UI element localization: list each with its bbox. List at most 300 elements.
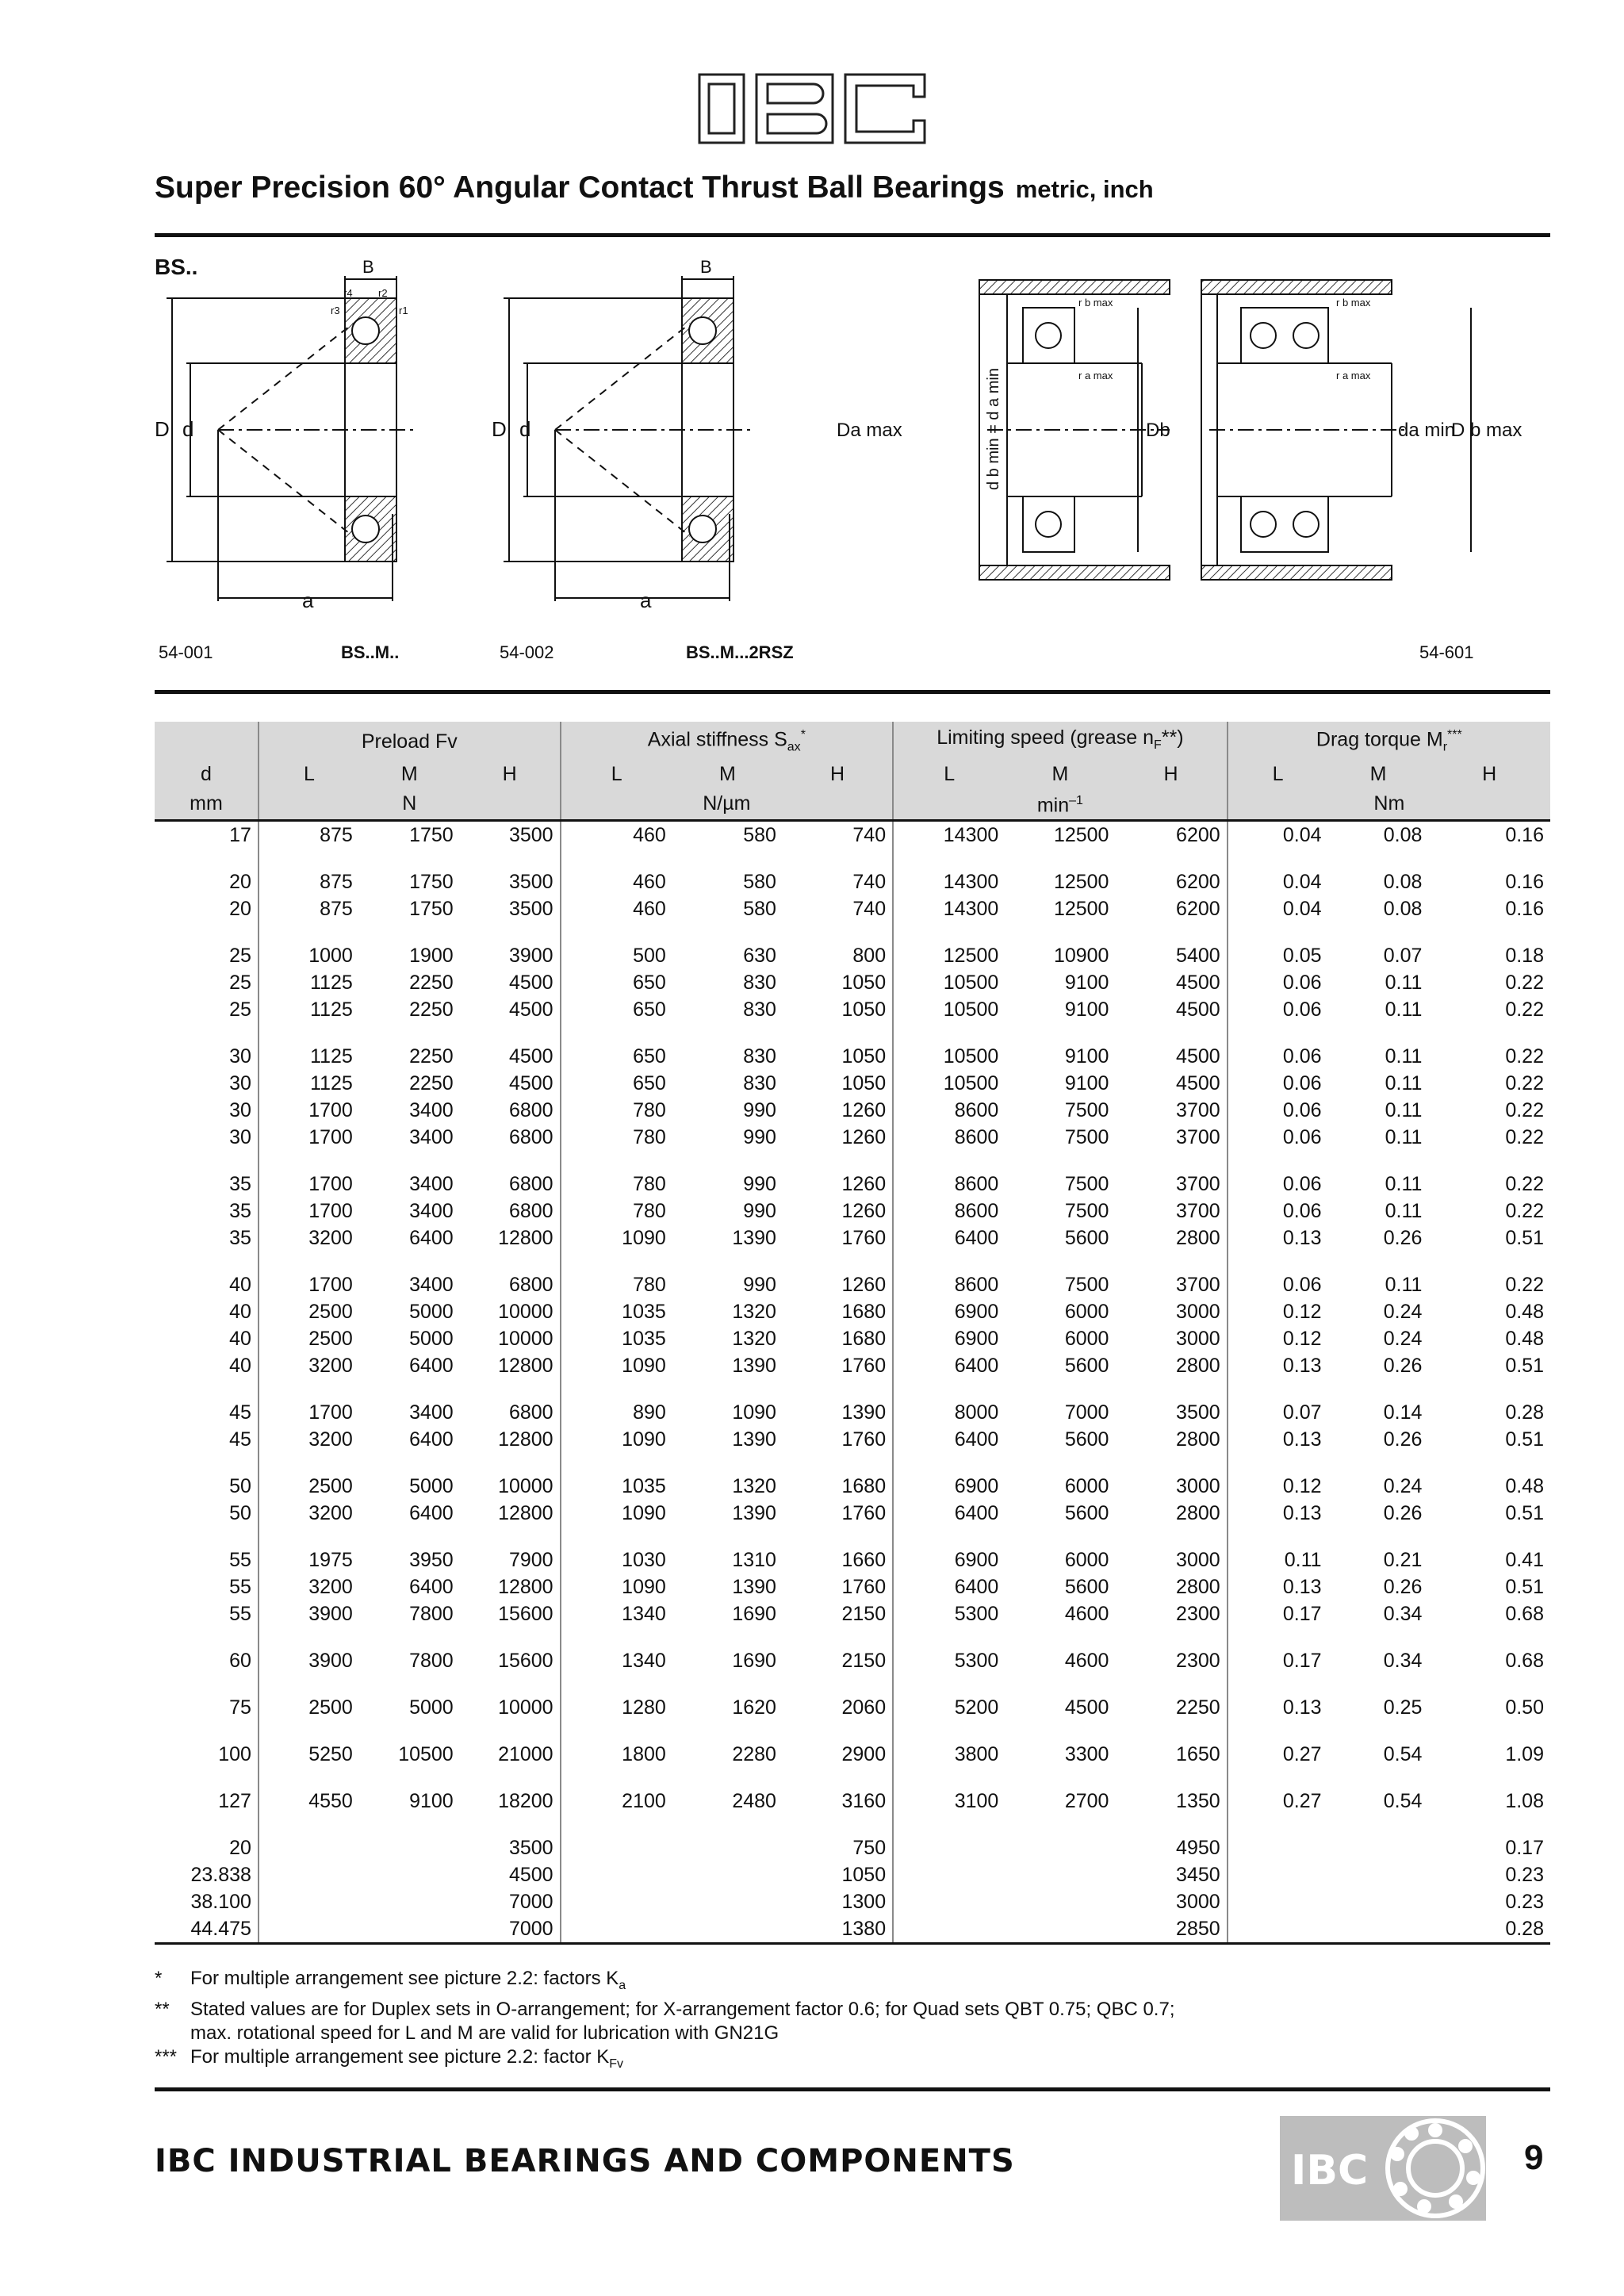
table-cell: 0.51: [1505, 1226, 1544, 1249]
table-cell: 1390: [732, 1575, 776, 1598]
table-cell: 1760: [783, 1500, 893, 1527]
table-cell: 4950: [1115, 1815, 1227, 1861]
table-cell: 2500: [308, 1696, 353, 1719]
table-cell: 3400: [409, 1172, 454, 1195]
header-M: M: [1328, 761, 1429, 788]
table-cell: 4500: [460, 1861, 561, 1888]
footnote-line-text: Stated values are for Duplex sets in O-arrangement; for X-arrangement factor 0.6; for Quad sets QBT 0.75; QBC 0.7;: [190, 1998, 1175, 2020]
table-cell: 7500: [1064, 1125, 1109, 1148]
table-cell: 8600: [954, 1125, 999, 1148]
table-cell: 0.13: [1282, 1575, 1322, 1598]
table-cell: 750: [783, 1815, 893, 1861]
table-cell: 30: [155, 1097, 259, 1124]
table-cell: 0.48: [1505, 1327, 1544, 1350]
footnote-mark: ***: [155, 2045, 178, 2068]
table-cell: 2500: [308, 1327, 353, 1350]
footnote-text: [190, 2045, 623, 2076]
table-cell: 0.12: [1282, 1474, 1322, 1497]
table-cell: 1125: [310, 998, 353, 1021]
table-cell: 12500: [943, 944, 999, 967]
table-cell: 580: [743, 897, 776, 920]
figure-name-1: BS..M..: [341, 642, 400, 662]
table-cell: 1050: [783, 1861, 893, 1888]
table-cell: 1090: [732, 1401, 776, 1424]
table-cell: 0.28: [1428, 1915, 1550, 1944]
table-cell: 55: [155, 1527, 259, 1573]
table-cell: 6200: [1115, 849, 1227, 895]
table-cell: 1090: [622, 1428, 666, 1451]
label-B-1: B: [362, 257, 374, 277]
table-cell: 1680: [783, 1298, 893, 1325]
table-body: [155, 820, 1550, 1943]
title-main: Super Precision 60° Angular Contact Thrust Ball Bearings: [155, 171, 1005, 205]
table-cell: 2800: [1115, 1225, 1227, 1251]
footnote-line: [190, 1998, 1174, 2022]
table-cell: 0.27: [1282, 1789, 1322, 1812]
table-cell: 9100: [1064, 971, 1109, 994]
table-cell: 740: [783, 849, 893, 895]
table-cell: 4500: [1115, 1023, 1227, 1070]
drawing-bs-m: [167, 276, 416, 601]
table-cell: 7500: [1064, 1199, 1109, 1222]
table-cell: 1660: [783, 1527, 893, 1573]
table-cell: 1320: [732, 1327, 776, 1350]
footnote-line-text: For multiple arrangement see picture 2.2: factors K: [190, 1968, 619, 1989]
table-cell: 1030: [622, 1548, 666, 1571]
table-cell: 2100: [622, 1789, 666, 1812]
table-cell: 5000: [409, 1327, 454, 1350]
table-cell: 12800: [460, 1426, 561, 1453]
table-cell: 580: [743, 823, 776, 846]
table-cell: 1975: [308, 1548, 353, 1571]
table-cell: 14300: [943, 897, 999, 920]
top-rule: [155, 233, 1550, 237]
table-cell: 3100: [954, 1789, 999, 1812]
footnotes: [155, 1967, 1550, 2076]
header-stiffness: Axial stiffness $S_{ax}^*$: [561, 722, 894, 761]
table-cell: 990: [743, 1172, 776, 1195]
table-cell: [1228, 1861, 1328, 1888]
table-cell: 1280: [622, 1696, 666, 1719]
table-cell: 2800: [1115, 1500, 1227, 1527]
table-row: [155, 922, 1550, 969]
table-cell: 0.24: [1383, 1327, 1423, 1350]
table-cell: 0.06: [1282, 1045, 1322, 1068]
table-cell: 1090: [622, 1226, 666, 1249]
table-cell: [259, 1888, 359, 1915]
table-cell: 3700: [1115, 1124, 1227, 1151]
table-cell: 0.17: [1282, 1649, 1322, 1672]
table-cell: [359, 1861, 460, 1888]
table-cell: 25: [155, 969, 259, 996]
table-cell: 0.22: [1505, 1172, 1544, 1195]
table-cell: 4500: [460, 969, 561, 996]
table-cell: 0.11: [1385, 1098, 1423, 1121]
table-row: [155, 1627, 1550, 1674]
table-cell: 0.08: [1383, 870, 1423, 893]
table-cell: 15600: [460, 1627, 561, 1674]
table-cell: 1260: [783, 1151, 893, 1198]
table-cell: 0.17: [1505, 1836, 1544, 1859]
table-cell: [1005, 1915, 1115, 1944]
table-cell: 1760: [783, 1426, 893, 1453]
table-cell: 3200: [308, 1354, 353, 1377]
table-cell: 4600: [1064, 1602, 1109, 1625]
table-cell: 0.68: [1505, 1602, 1544, 1625]
table-cell: 780: [633, 1172, 666, 1195]
table-cell: 0.54: [1383, 1789, 1423, 1812]
table-cell: 1260: [783, 1198, 893, 1225]
header-H: H: [1428, 761, 1550, 788]
table-cell: 4500: [1115, 996, 1227, 1023]
table-cell: 3900: [460, 922, 561, 969]
table-cell: 10500: [398, 1742, 454, 1765]
table-cell: 0.11: [1385, 1273, 1423, 1296]
table-cell: 0.23: [1505, 1890, 1544, 1913]
table-cell: 4500: [460, 996, 561, 1023]
header-speed: Limiting speed (grease $n_F**$): [893, 722, 1228, 761]
table-cell: 3500: [460, 895, 561, 922]
table-cell: 6900: [954, 1548, 999, 1571]
table-cell: [561, 1861, 672, 1888]
table-cell: 2250: [409, 1071, 454, 1094]
table-cell: [259, 1815, 359, 1861]
table-cell: 100: [155, 1721, 259, 1768]
table-row: [155, 1352, 1550, 1379]
table-cell: 7500: [1064, 1273, 1109, 1296]
table-cell: 2250: [409, 998, 454, 1021]
table-cell: 21000: [460, 1721, 561, 1768]
table-cell: 9100: [1064, 1071, 1109, 1094]
table-cell: 127: [155, 1768, 259, 1815]
table-cell: 6400: [409, 1226, 454, 1249]
table-cell: 6400: [954, 1428, 999, 1451]
table-cell: 3400: [409, 1125, 454, 1148]
table-cell: 1700: [308, 1401, 353, 1424]
table-cell: 875: [320, 870, 353, 893]
label-a-2: a: [640, 588, 652, 612]
table-cell: 0.08: [1383, 823, 1423, 846]
table-cell: [893, 1915, 1005, 1944]
header-M: M: [672, 761, 783, 788]
label-rb-max-2: r b max: [1336, 297, 1371, 309]
table-cell: 2480: [732, 1789, 776, 1812]
table-row: [155, 1573, 1550, 1600]
table-cell: 650: [633, 1071, 666, 1094]
table-cell: 1125: [310, 1045, 353, 1068]
figure-code-1: 54-001: [159, 642, 213, 662]
table-cell: 0.06: [1282, 971, 1322, 994]
table-cell: [1328, 1915, 1429, 1944]
table-cell: 0.11: [1385, 1125, 1423, 1148]
table-cell: 0.51: [1505, 1575, 1544, 1598]
table-cell: 40: [155, 1251, 259, 1298]
table-cell: 4500: [1115, 969, 1227, 996]
label-r1-1: r1: [399, 305, 408, 316]
table-cell: 0.41: [1505, 1548, 1544, 1571]
table-cell: 1750: [409, 823, 454, 846]
table-cell: 20: [155, 849, 259, 895]
table-cell: 6800: [460, 1124, 561, 1151]
table-cell: [1005, 1888, 1115, 1915]
table-cell: 6000: [1064, 1474, 1109, 1497]
bottom-rule: [155, 2087, 1550, 2091]
header-d: d: [155, 761, 259, 788]
table-cell: 12500: [1053, 823, 1109, 846]
header-H: H: [1115, 761, 1227, 788]
footnote: [155, 1967, 1550, 1998]
table-cell: 1760: [783, 1573, 893, 1600]
table-cell: 23.838: [155, 1861, 259, 1888]
table-row: [155, 849, 1550, 895]
table-cell: 0.13: [1282, 1696, 1322, 1719]
table-cell: 1310: [732, 1548, 776, 1571]
table-cell: 0.11: [1385, 1199, 1423, 1222]
table-cell: 10900: [1053, 944, 1109, 967]
table-cell: [561, 1815, 672, 1861]
table-cell: 10000: [460, 1453, 561, 1500]
table-cell: 0.51: [1505, 1354, 1544, 1377]
label-r4-1: r4: [343, 287, 353, 299]
table-cell: 5600: [1064, 1428, 1109, 1451]
table-cell: [1005, 1815, 1115, 1861]
table-cell: 0.24: [1383, 1300, 1423, 1323]
table-cell: 0.22: [1505, 1125, 1544, 1148]
table-cell: 2900: [783, 1721, 893, 1768]
table-cell: 6900: [954, 1327, 999, 1350]
table-cell: 40: [155, 1325, 259, 1352]
table-cell: 6800: [460, 1379, 561, 1426]
header-L: L: [1228, 761, 1328, 788]
table-cell: 780: [633, 1273, 666, 1296]
table-cell: 12500: [1053, 897, 1109, 920]
label-db-min: d b min = d a min: [985, 368, 1002, 490]
table-cell: 1700: [308, 1172, 353, 1195]
table-cell: 830: [743, 998, 776, 1021]
table-cell: 0.11: [1385, 998, 1423, 1021]
table-cell: 780: [633, 1125, 666, 1148]
table-cell: 35: [155, 1225, 259, 1251]
footnote-mark: *: [155, 1968, 163, 1989]
table-cell: 12800: [460, 1573, 561, 1600]
table-row: [155, 1298, 1550, 1325]
table-cell: 7000: [460, 1888, 561, 1915]
table-cell: 460: [633, 897, 666, 920]
table-cell: 990: [743, 1098, 776, 1121]
table-cell: [1228, 1815, 1328, 1861]
table-cell: 3000: [1115, 1325, 1227, 1352]
table-cell: 0.06: [1282, 1098, 1322, 1121]
table-row: [155, 1070, 1550, 1097]
table-cell: 650: [633, 1045, 666, 1068]
table-cell: 7800: [409, 1602, 454, 1625]
table-cell: 50: [155, 1453, 259, 1500]
title-suffix: metric, inch: [1015, 175, 1154, 203]
table-cell: [672, 1888, 783, 1915]
table-cell: 25: [155, 996, 259, 1023]
table-cell: 5300: [954, 1602, 999, 1625]
table-cell: 650: [633, 971, 666, 994]
header-row-groups: [155, 722, 1550, 761]
table-cell: 830: [743, 971, 776, 994]
table-cell: [672, 1815, 783, 1861]
table-cell: 0.51: [1505, 1428, 1544, 1451]
table-cell: 1680: [783, 1453, 893, 1500]
table-cell: 3900: [308, 1602, 353, 1625]
table-cell: 5000: [409, 1696, 454, 1719]
table-cell: 0.27: [1282, 1742, 1322, 1765]
table-cell: 6000: [1064, 1327, 1109, 1350]
table-cell: 8600: [954, 1273, 999, 1296]
table-cell: 10500: [943, 1071, 999, 1094]
table-cell: 3000: [1115, 1527, 1227, 1573]
table-cell: 0.07: [1282, 1401, 1322, 1424]
table-cell: 2150: [783, 1600, 893, 1627]
table-row: [155, 1768, 1550, 1815]
logo-text: IBC: [812, 117, 814, 118]
table-cell: 6000: [1064, 1300, 1109, 1323]
table-cell: 2060: [783, 1674, 893, 1721]
table-cell: 3950: [409, 1548, 454, 1571]
table-row: [155, 1124, 1550, 1151]
label-Da-max: Da max: [837, 420, 902, 441]
table-cell: 0.04: [1282, 897, 1322, 920]
table-cell: 3000: [1115, 1888, 1227, 1915]
label-a-1: a: [302, 588, 314, 612]
table-cell: 2280: [732, 1742, 776, 1765]
label-r3-1: r3: [331, 305, 340, 316]
header-row-letters: [155, 761, 1550, 788]
table-cell: 1.09: [1505, 1742, 1544, 1765]
table-cell: 1690: [732, 1649, 776, 1672]
table-row: [155, 1500, 1550, 1527]
table-cell: 6400: [409, 1428, 454, 1451]
footnote-subscript: Fv: [609, 2056, 624, 2071]
table-cell: 890: [633, 1401, 666, 1424]
table-cell: 0.34: [1383, 1602, 1423, 1625]
table-cell: 3160: [783, 1768, 893, 1815]
table-cell: 2800: [1115, 1573, 1227, 1600]
unit-preload: N: [259, 788, 561, 820]
table-cell: 9100: [1064, 998, 1109, 1021]
table-cell: 780: [633, 1199, 666, 1222]
table-cell: 30: [155, 1070, 259, 1097]
table-cell: 0.13: [1282, 1428, 1322, 1451]
table-cell: 780: [633, 1098, 666, 1121]
table-cell: 3200: [308, 1226, 353, 1249]
table-cell: [259, 1861, 359, 1888]
table-cell: [893, 1815, 1005, 1861]
table-cell: 2500: [308, 1474, 353, 1497]
table-cell: 1320: [732, 1300, 776, 1323]
table-cell: 800: [783, 922, 893, 969]
table-cell: [672, 1861, 783, 1888]
table-cell: 4500: [1064, 1696, 1109, 1719]
table-cell: 1260: [783, 1251, 893, 1298]
label-da-min: da min: [1398, 420, 1456, 441]
table-cell: 7000: [1064, 1401, 1109, 1424]
table-cell: 1035: [622, 1327, 666, 1350]
table-cell: 1900: [409, 944, 454, 967]
header-row-units: [155, 788, 1550, 820]
table-cell: 0.22: [1505, 1045, 1544, 1068]
table-cell: 6900: [954, 1474, 999, 1497]
label-D-1: D: [155, 417, 170, 441]
table-row: [155, 1198, 1550, 1225]
table-cell: 1800: [622, 1742, 666, 1765]
table-cell: 0.11: [1284, 1548, 1322, 1571]
table-cell: 9100: [1064, 1045, 1109, 1068]
table-cell: 1125: [310, 1071, 353, 1094]
series-label: BS..: [155, 255, 198, 279]
label-D-2: D: [492, 417, 507, 441]
table-cell: 0.06: [1282, 1071, 1322, 1094]
figure-name-2: BS..M...2RSZ: [686, 642, 794, 662]
table-cell: 0.26: [1383, 1226, 1423, 1249]
table-cell: 8600: [954, 1098, 999, 1121]
table-cell: 0.07: [1383, 944, 1423, 967]
table-cell: 3800: [954, 1742, 999, 1765]
table-cell: 460: [633, 823, 666, 846]
table-cell: 3700: [1115, 1097, 1227, 1124]
table-cell: 0.48: [1505, 1300, 1544, 1323]
ibc-logo-mark: [693, 70, 931, 149]
table-cell: 2700: [1064, 1789, 1109, 1812]
table-cell: 0.25: [1383, 1696, 1423, 1719]
table-cell: 740: [783, 895, 893, 922]
table-cell: 6400: [409, 1354, 454, 1377]
table-cell: 0.04: [1282, 870, 1322, 893]
table-cell: 6800: [460, 1097, 561, 1124]
footnote-line: [190, 1967, 626, 1998]
table-cell: [672, 1915, 783, 1944]
table-cell: 830: [743, 1071, 776, 1094]
table-cell: 10500: [943, 998, 999, 1021]
table-cell: 1750: [409, 870, 454, 893]
table-cell: 30: [155, 1124, 259, 1151]
table-row: [155, 1888, 1550, 1915]
table-cell: 10000: [460, 1298, 561, 1325]
table-cell: 3400: [409, 1273, 454, 1296]
table-cell: 0.26: [1383, 1428, 1423, 1451]
table-cell: 1050: [783, 969, 893, 996]
table-cell: 3000: [1115, 1298, 1227, 1325]
header-preload: Preload Fv: [259, 722, 561, 761]
unit-speed: $\min^{-1}$: [893, 788, 1228, 820]
table-cell: 990: [743, 1273, 776, 1296]
table-cell: 3400: [409, 1199, 454, 1222]
table-cell: 1340: [622, 1649, 666, 1672]
table-cell: 0.11: [1385, 971, 1423, 994]
table-cell: 1035: [622, 1300, 666, 1323]
table-cell: 4600: [1064, 1649, 1109, 1672]
table-row: [155, 1915, 1550, 1944]
unit-torque: Nm: [1228, 788, 1550, 820]
table-cell: 3400: [409, 1098, 454, 1121]
table-cell: 1125: [310, 971, 353, 994]
table-cell: 1700: [308, 1098, 353, 1121]
table-cell: 7900: [460, 1527, 561, 1573]
table-row: [155, 1453, 1550, 1500]
table-cell: 6200: [1115, 820, 1227, 849]
table-cell: 45: [155, 1379, 259, 1426]
table-cell: 830: [743, 1045, 776, 1068]
table-cell: 1700: [308, 1273, 353, 1296]
table-cell: 7800: [409, 1649, 454, 1672]
table-cell: 0.08: [1383, 897, 1423, 920]
table-cell: 55: [155, 1573, 259, 1600]
table-cell: 6200: [1115, 895, 1227, 922]
